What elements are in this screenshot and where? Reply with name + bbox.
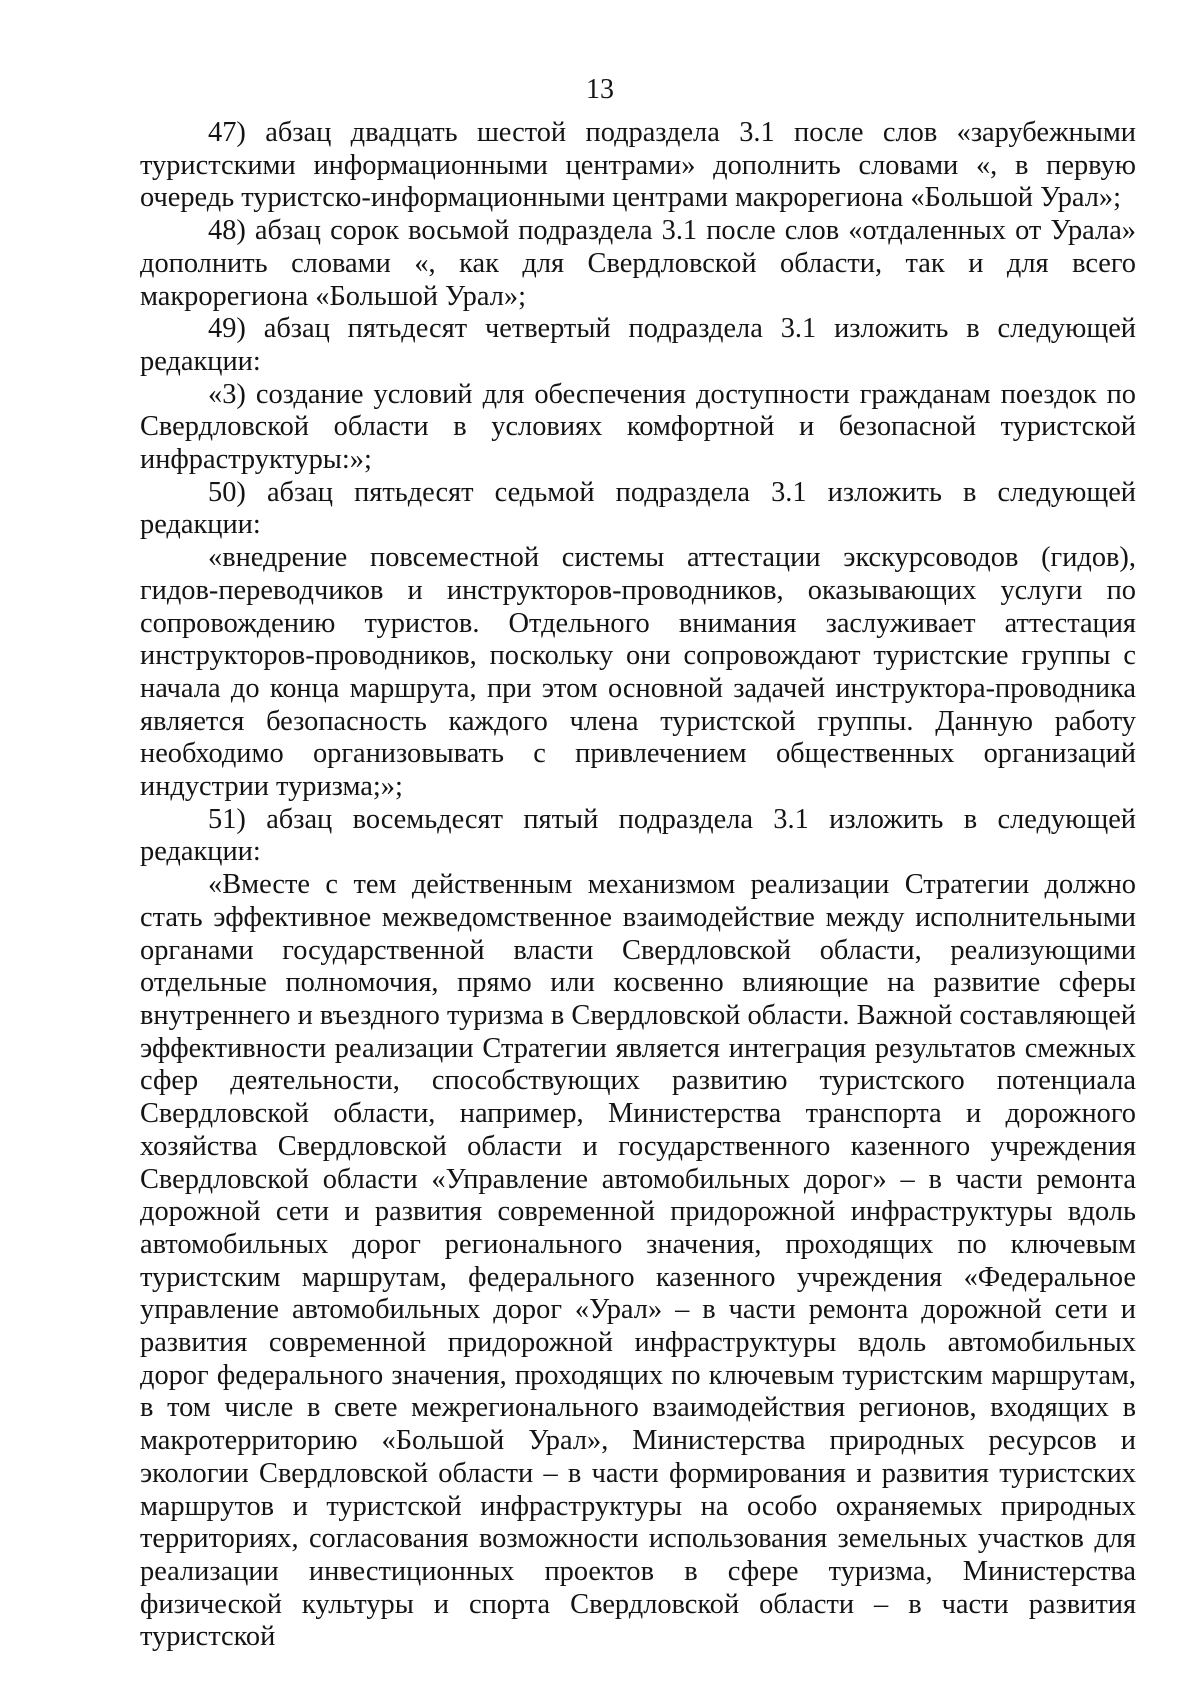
document-body: [140, 117, 1136, 1654]
paragraph-item-50: 50) абзац пятьдесят седьмой подраздела 3.1 изложить в следующей редакции:: [140, 476, 1136, 541]
paragraph-item-51: 51) абзац восемьдесят пятый подраздела 3.1 изложить в следующей редакции:: [140, 803, 1136, 868]
paragraph-quote-49: «3) создание условий для обеспечения доступности гражданам поездок по Свердловской области в условиях комфортной и безопасной туристской инфраструктуры:»;: [140, 378, 1136, 476]
paragraph-quote-50: «внедрение повсеместной системы аттестации экскурсоводов (гидов), гидов-переводчиков и инструкторов-проводников, оказывающих услуги по сопровождению туристов. Отдельного внимания заслуживает аттестация инструкторов-проводников, поскольку они сопровождают туристские группы с начала до конца маршрута, при этом основной задачей инструктора-проводника является безопасность каждого члена туристской группы. Данную работу необходимо организовывать с привлечением общественных организаций индустрии туризма;»;: [140, 542, 1136, 803]
paragraph-item-47: 47) абзац двадцать шестой подраздела 3.1 после слов «зарубежными туристскими информационными центрами» дополнить словами «, в первую очередь туристско-информационными центрами макрорегиона «Большой Урал»;: [140, 117, 1136, 214]
paragraph-quote-51: «Вместе с тем действенным механизмом реализации Стратегии должно стать эффективное межведомственное взаимодействие между исполнительными органами государственной власти Свердловской области, реализующими отдельные полномочия, прямо или косвенно влияющие на развитие сферы внутреннего и въездного туризма в Свердловской области. Важной составляющей эффективности реализации Стратегии является интеграция результатов смежных сфер деятельности, способствующих развитию туристского потенциала Свердловской области, например, Министерства транспорта и дорожного хозяйства Свердловской области и государственного казенного учреждения Свердловской области «Управление автомобильных дорог» – в части ремонта дорожной сети и развития современной придорожной инфраструктуры вдоль автомобильных дорог регионального значения, проходящих по ключевым туристским маршрутам, федерального казенного учреждения «Федеральное управление автомобильных дорог «Урал» – в части ремонта дорожной сети и развития современной придорожной инфраструктуры вдоль автомобильных дорог федерального значения, проходящих по ключевым туристским маршрутам, в том числе в свете межрегионального взаимодействия регионов, входящих в макротерриторию «Большой Урал», Министерства природных ресурсов и экологии Свердловской области – в части формирования и развития туристских маршрутов и туристской инфраструктуры на особо охраняемых природных территориях, согласования возможности использования земельных участков для реализации инвестиционных проектов в сфере туризма, Министерства физической культуры и спорта Свердловской области – в части развития туристской: [140, 869, 1136, 1653]
paragraph-item-49: 49) абзац пятьдесят четвертый подраздела 3.1 изложить в следующей редакции:: [140, 313, 1136, 377]
paragraph-item-48: 48) абзац сорок восьмой подраздела 3.1 после слов «отдаленных от Урала» дополнить словами «, как для Свердловской области, так и для всего макрорегиона «Большой Урал»;: [140, 215, 1136, 312]
page-number: 13: [586, 74, 614, 105]
